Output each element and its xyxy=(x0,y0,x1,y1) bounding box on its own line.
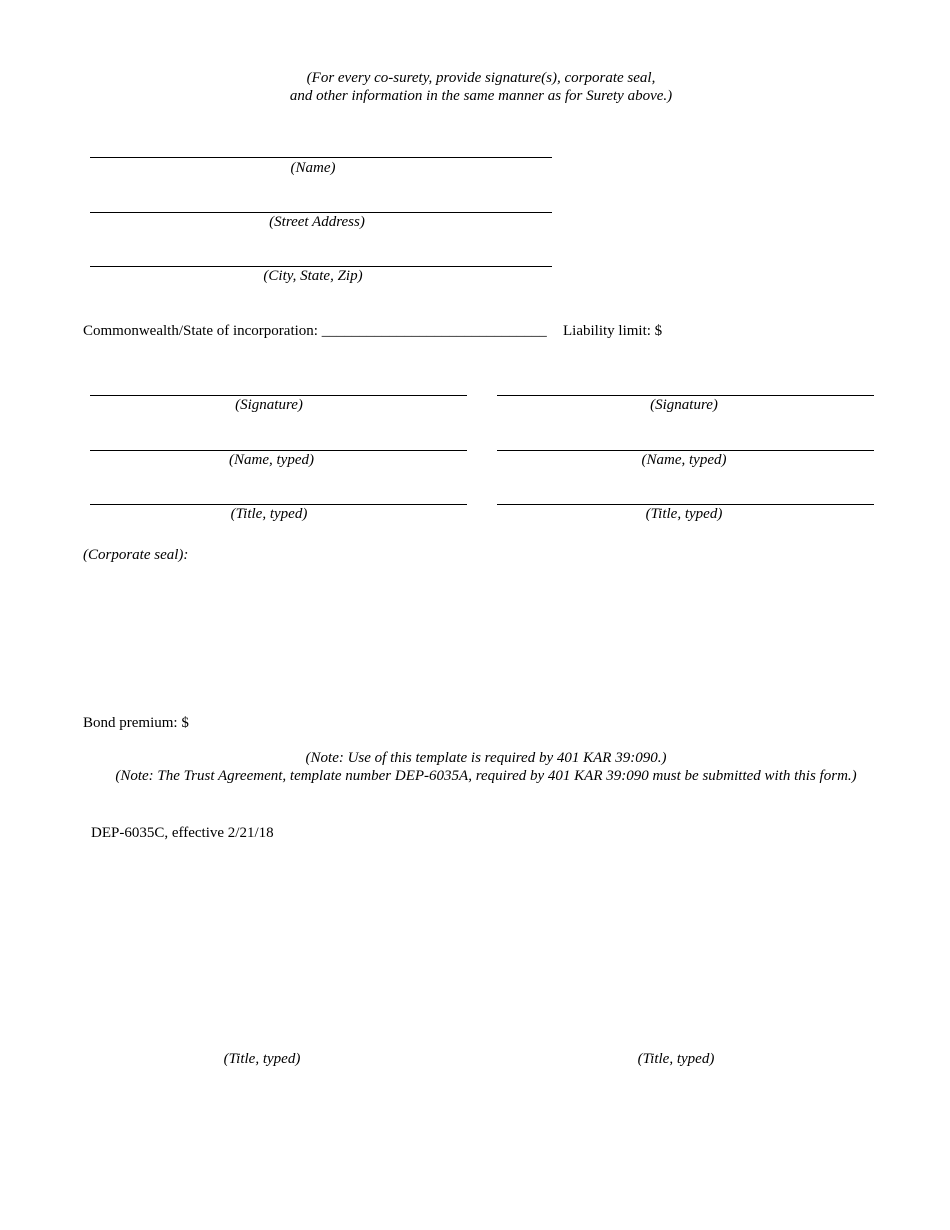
instructions-line-2: and other information in the same manner as for Surety above.) xyxy=(289,88,673,104)
right-signature-caption: (Signature) xyxy=(650,397,718,413)
name-line[interactable] xyxy=(90,157,552,158)
bottom-right-title-caption: (Title, typed) xyxy=(637,1051,715,1067)
name-caption: (Name) xyxy=(290,160,336,176)
right-title-typed-caption: (Title, typed) xyxy=(645,506,723,522)
form-id: DEP-6035C, effective 2/21/18 xyxy=(91,825,274,841)
bottom-left-title-caption: (Title, typed) xyxy=(223,1051,301,1067)
left-title-typed-caption: (Title, typed) xyxy=(230,506,308,522)
liability-limit-label: Liability limit: $ xyxy=(563,323,663,339)
left-signature-caption: (Signature) xyxy=(235,397,303,413)
city-state-zip-caption: (City, State, Zip) xyxy=(263,268,363,284)
co-surety-instructions xyxy=(0,69,950,105)
bond-premium-label: Bond premium: $ xyxy=(83,715,189,731)
trust-agreement-note: (Note: The Trust Agreement, template number DEP-6035A, required by 401 KAR 39:090 must be submitted with this form.) xyxy=(115,768,857,784)
street-address-caption: (Street Address) xyxy=(269,214,365,230)
right-name-typed-caption: (Name, typed) xyxy=(641,452,727,468)
template-requirement-note: (Note: Use of this template is required by 401 KAR 39:090.) xyxy=(305,750,667,766)
instructions-line-1: (For every co-surety, provide signature(s), corporate seal, xyxy=(306,70,656,86)
left-name-typed-caption: (Name, typed) xyxy=(229,452,314,468)
corporate-seal-label: (Corporate seal): xyxy=(83,547,189,563)
state-of-incorporation-label: Commonwealth/State of incorporation: ______________________________ xyxy=(83,323,547,339)
